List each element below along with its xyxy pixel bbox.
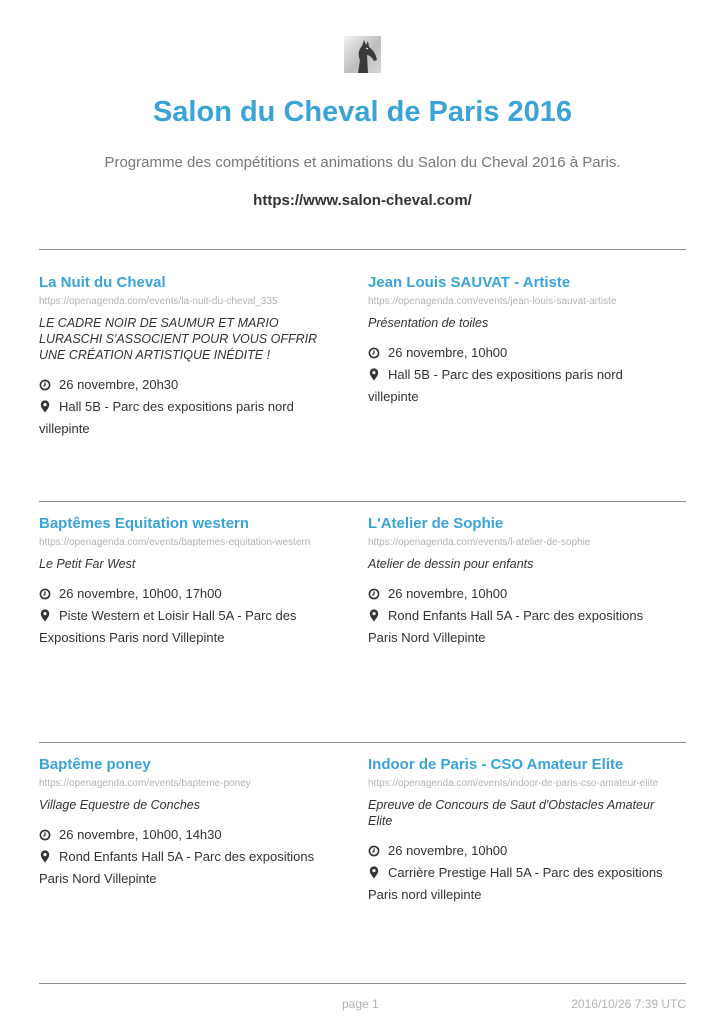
map-marker-icon [368,866,382,879]
event-date: 26 novembre, 10h00, 14h30 [59,827,222,842]
event-url[interactable]: https://openagenda.com/events/l-atelier-de-sophie [368,537,591,548]
page-subtitle: Programme des compétitions et animations du Salon du Cheval 2016 à Paris. [104,154,621,171]
event-card [368,756,674,906]
event-url[interactable]: https://openagenda.com/events/baptemes-equitation-western [39,537,311,548]
event-date: 26 novembre, 10h00 [388,586,508,601]
event-location: Carrière Prestige Hall 5A - Parc des expositions Paris nord villepinte [368,865,663,902]
event-location: Hall 5B - Parc des expositions paris nord villepinte [368,367,623,404]
map-marker-icon [39,850,53,863]
event-date-row [39,583,345,605]
map-marker-icon [368,368,382,381]
event-date: 26 novembre, 10h00 [388,345,508,360]
event-location: Rond Enfants Hall 5A - Parc des expositions Paris Nord Villepinte [368,608,644,645]
event-date-row [368,342,674,364]
event-location: Rond Enfants Hall 5A - Parc des expositions Paris Nord Villepinte [39,849,315,886]
divider [39,249,686,250]
event-location-row [368,605,674,649]
event-date-row [368,583,674,605]
event-description: Epreuve de Concours de Saut d'Obstacles Amateur Elite [368,798,655,828]
clock-icon [368,845,382,857]
clock-icon [39,588,53,600]
event-location-row [39,396,345,440]
event-title[interactable]: Jean Louis SAUVAT - Artiste [368,274,571,291]
divider [39,742,686,743]
event-date-row [39,824,345,846]
event-description: Atelier de dessin pour enfants [368,557,534,571]
event-location-row [368,862,674,906]
event-date-row [368,840,674,862]
event-title[interactable]: Baptêmes Equitation western [39,515,250,532]
event-url[interactable]: https://openagenda.com/events/indoor-de-paris-cso-amateur-elite [368,778,659,789]
event-location: Piste Western et Loisir Hall 5A - Parc des Expositions Paris nord Villepinte [39,608,297,645]
event-title[interactable]: La Nuit du Cheval [39,274,166,291]
event-url[interactable]: https://openagenda.com/events/jean-louis-sauvat-artiste [368,296,617,307]
clock-icon [368,588,382,600]
map-marker-icon [39,400,53,413]
divider [39,501,686,502]
event-card [39,756,345,890]
event-date: 26 novembre, 20h30 [59,377,179,392]
event-location-row [39,605,345,649]
event-title[interactable]: Baptême poney [39,756,151,773]
event-date: 26 novembre, 10h00 [388,843,508,858]
event-card [368,515,674,649]
map-marker-icon [368,609,382,622]
event-date-row [39,374,345,396]
page-title: Salon du Cheval de Paris 2016 [152,96,573,128]
event-location-row [368,364,674,408]
event-description: Le Petit Far West [39,557,136,571]
clock-icon [368,347,382,359]
event-date: 26 novembre, 10h00, 17h00 [59,586,222,601]
generated-timestamp: 2016/10/26 7:39 UTC [571,997,686,1011]
event-card [39,515,345,649]
event-url[interactable]: https://openagenda.com/events/bapteme-poney [39,778,251,789]
page-number: page 1 [342,997,379,1011]
clock-icon [39,379,53,391]
horse-logo [344,36,381,73]
map-marker-icon [39,609,53,622]
clock-icon [39,829,53,841]
event-card [39,274,345,440]
event-description: LE CADRE NOIR DE SAUMUR ET MARIO LURASCHI S'ASSOCIENT POUR VOUS OFFRIR UNE CRÉATION ARTISTIQUE INÉDITE ! [39,316,318,362]
event-description: Village Equestre de Conches [39,798,200,812]
event-location-row [39,846,345,890]
event-location: Hall 5B - Parc des expositions paris nord villepinte [39,399,294,436]
event-title[interactable]: Indoor de Paris - CSO Amateur Elite [368,756,624,773]
event-url[interactable]: https://openagenda.com/events/la-nuit-du-cheval_335 [39,296,278,307]
event-description: Présentation de toiles [368,316,489,330]
event-title[interactable]: L'Atelier de Sophie [368,515,504,532]
website-link[interactable]: https://www.salon-cheval.com/ [253,192,472,209]
divider [39,983,686,984]
event-card [368,274,674,408]
